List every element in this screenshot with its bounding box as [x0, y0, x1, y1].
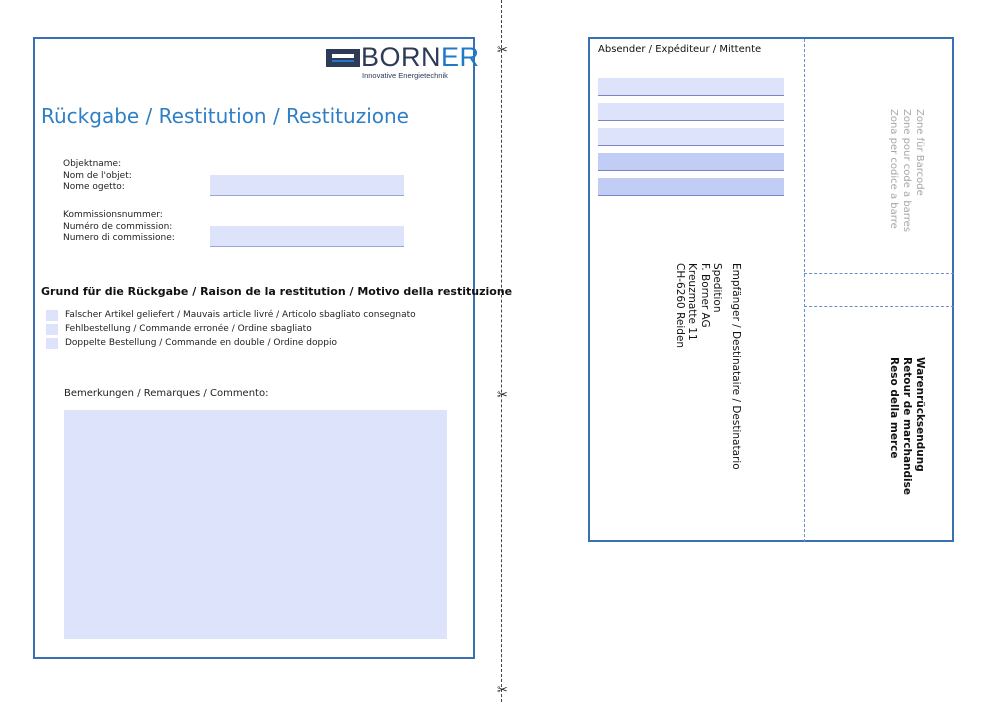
reason-checkbox-duplicate-order[interactable] [46, 338, 58, 349]
barcode-zone: Zone für Barcode Zone pour code a barres Zona per codice a barre [888, 109, 925, 232]
sender-line-4[interactable] [598, 153, 784, 171]
reason-label-duplicate-order: Doppelte Bestellung / Commande en double / Ordine doppio [65, 338, 337, 348]
scissors-icon: ✂ [497, 683, 508, 698]
sender-line-1[interactable] [598, 78, 784, 96]
commission-labels: Kommissionsnummer: Numéro de commission: Numero di commissione: [63, 210, 175, 243]
sender-line-5[interactable] [598, 178, 784, 196]
barcode-zone-bottom-divider [804, 273, 954, 274]
brand-name: BORNER [361, 42, 480, 72]
label-divider-vertical [804, 39, 805, 542]
brand-tagline: Innovative Energietechnik [362, 71, 448, 80]
remarks-label: Bemerkungen / Remarques / Commento: [64, 388, 269, 399]
return-form [33, 37, 513, 659]
reason-checkbox-wrong-order[interactable] [46, 324, 58, 335]
shipping-label [588, 37, 954, 542]
return-title: Warenrücksendung Retour de marchandise Reso della merce [888, 357, 926, 495]
object-name-field[interactable] [210, 175, 404, 196]
scissors-icon: ✂ [497, 43, 508, 58]
reason-label-wrong-order: Fehlbestellung / Commande erronée / Ordine sbagliato [65, 324, 312, 334]
recipient-heading: Empfänger / Destinataire / Destinatario [730, 263, 742, 470]
reason-heading: Grund für die Rückgabe / Raison de la restitution / Motivo della restituzione [41, 285, 513, 298]
recipient-block: Empfänger / Destinataire / Destinatario Spedition F. Borner AG Kreuzmatte 11 CH-6260 Reiden [674, 263, 742, 470]
reason-label-wrong-article: Falscher Artikel geliefert / Mauvais article livré / Articolo sbagliato consegnato [65, 310, 416, 320]
sender-heading: Absender / Expéditeur / Mittente [598, 44, 762, 55]
borner-logo-icon [326, 49, 360, 67]
scissors-icon: ✂ [497, 388, 508, 403]
sender-line-3[interactable] [598, 128, 784, 146]
cut-line [501, 0, 502, 702]
return-zone-top-divider [804, 306, 954, 307]
sender-line-2[interactable] [598, 103, 784, 121]
form-title: Rückgabe / Restitution / Restituzione [41, 104, 409, 128]
commission-number-field[interactable] [210, 226, 404, 247]
remarks-textarea[interactable] [64, 410, 447, 639]
object-name-labels: Objektname: Nom de l'objet: Nome ogetto: [63, 159, 132, 192]
reason-checkbox-wrong-article[interactable] [46, 310, 58, 321]
